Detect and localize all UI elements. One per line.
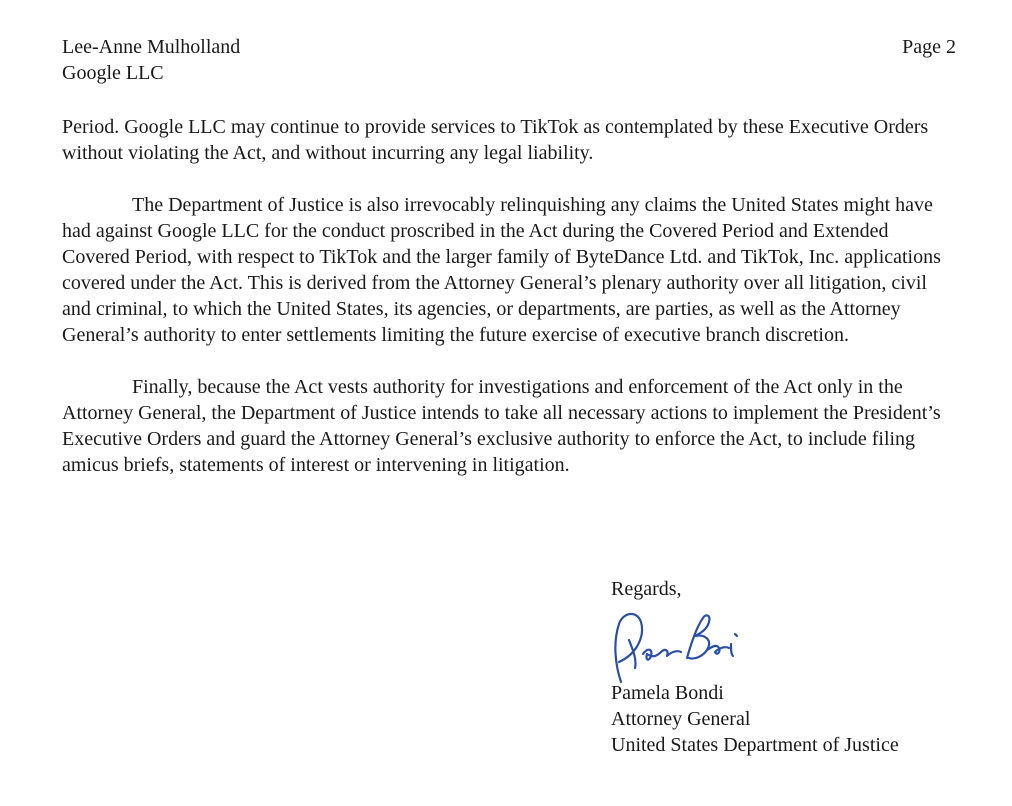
letter-body	[62, 114, 957, 504]
paragraph-enforcement: Finally, because the Act vests authority for investigations and enforcement of the Act only in the Attorney General, the Department of Justice intends to take all necessary actions to implement the President’s Executive Orders and guard the Attorney General’s exclusive authority to enforce the Act, to include filing amicus briefs, statements of interest or intervening in litigation.	[62, 376, 941, 476]
signer-name: Pamela Bondi	[611, 682, 724, 704]
salutation: Regards,	[611, 578, 682, 600]
signer-org: United States Department of Justice	[611, 734, 899, 756]
paragraph-relinquish-claims: The Department of Justice is also irrevocably relinquishing any claims the United States might have had against Google LLC for the conduct proscribed in the Act during the Covered Period and Extended Covered Period, with respect to TikTok and the larger family of ByteDance Ltd. and TikTok, Inc. applications covered under the Act. This is derived from the Attorney General’s plenary authority over all litigation, civil and criminal, to which the United States, its agencies, or departments, are parties, as well as the Attorney General’s authority to enter settlements limiting the future exercise of executive branch discretion.	[62, 194, 941, 346]
page-number: Page 2	[902, 36, 956, 58]
signature-image	[607, 604, 757, 686]
signer-title: Attorney General	[611, 708, 751, 730]
paragraph-continuation: Period. Google LLC may continue to provide services to TikTok as contemplated by these Executive Orders without violating the Act, and without incurring any legal liability.	[62, 116, 929, 164]
recipient-block	[62, 34, 240, 86]
recipient-name: Lee-Anne Mulholland	[62, 36, 241, 58]
closing-block	[611, 576, 971, 758]
recipient-org: Google LLC	[62, 62, 164, 84]
